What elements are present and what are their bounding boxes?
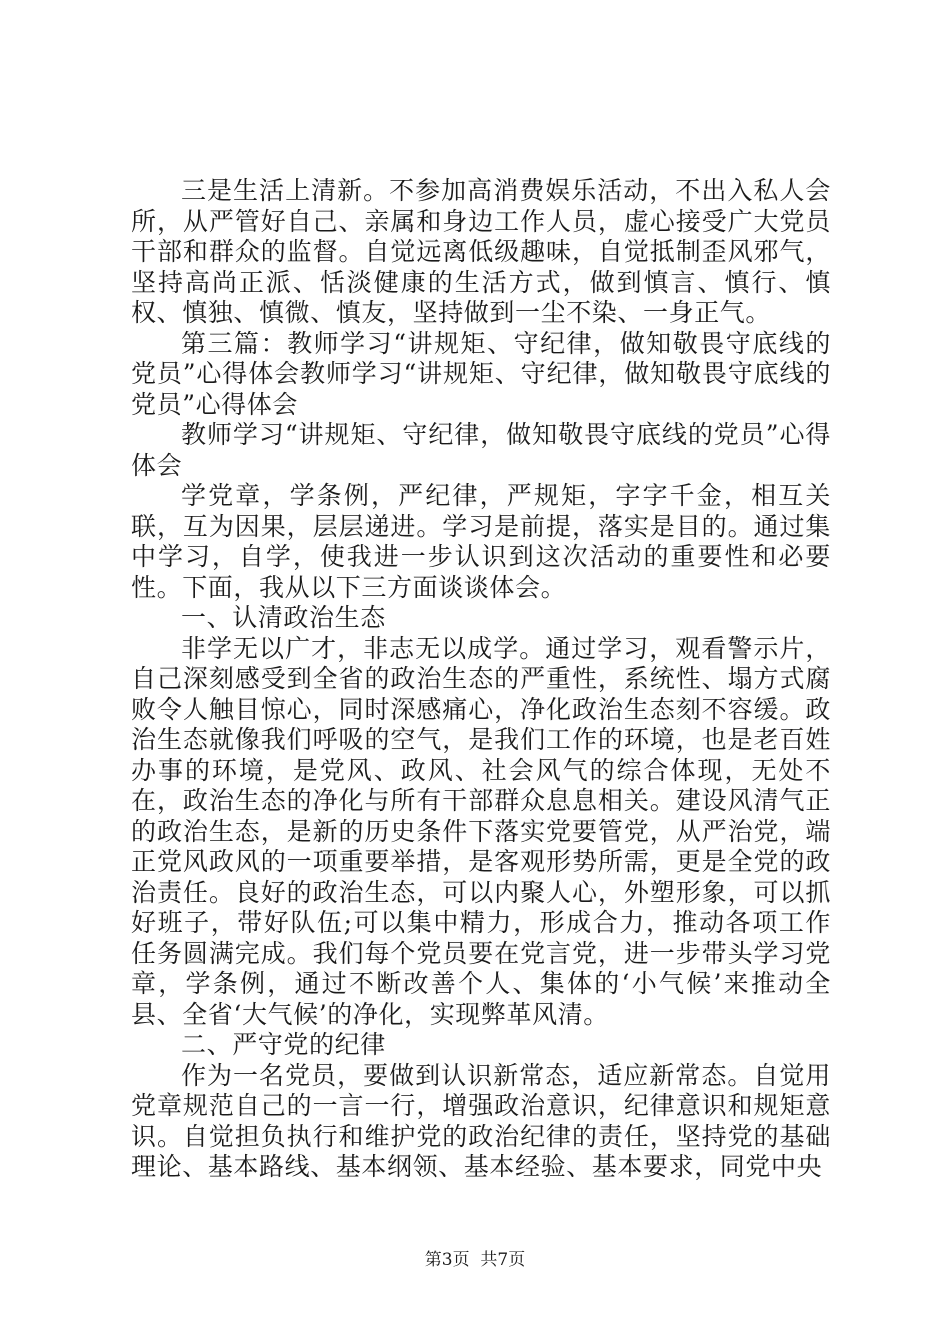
page-number-label: 第3页 共7页 bbox=[424, 1250, 526, 1270]
document-body bbox=[131, 176, 831, 1183]
paragraph-article-title: 教师学习“讲规矩、守纪律，做知敬畏守底线的党员”心得体会 bbox=[131, 420, 831, 480]
paragraph-political-ecology: 非学无以广才，非志无以成学。通过学习，观看警示片，自己深刻感受到全省的政治生态的严重性，系统性、塌方式腐败令人触目惊心，同时深感痛心，净化政治生态刻不容缓。政治生态就像我们呼吸的空气，是我们工作的环境，也是老百姓办事的环境，是党风、政风、社会风气的综合体现，无处不在，政治生态的净化与所有干部群众息息相关。建设风清气正的政治生态，是新的历史条件下落实党要管党，从严治党，端正党风政风的一项重要举措，是客观形势所需，更是全党的政治责任。良好的政治生态，可以内聚人心，外塑形象，可以抓好班子，带好队伍;可以集中精力，形成合力，推动各项工作任务圆满完成。我们每个党员要在党言党，进一步带头学习党章，学条例，通过不断改善个人、集体的‘小气候’来推动全县、全省‘大气候’的净化，实现弊革风清。 bbox=[131, 633, 831, 1029]
heading-political-ecology: 一、认清政治生态 bbox=[181, 603, 386, 632]
paragraph-party-discipline: 作为一名党员，要做到认识新常态，适应新常态。自觉用党章规范自己的一言一行，增强政治意识，纪律意识和规矩意识。自觉担负执行和维护党的政治纪律的责任，坚持党的基础理论、基本路线、基本纲领、基本经验、基本要求，同党中央 bbox=[131, 1060, 831, 1181]
page-footer bbox=[0, 1245, 950, 1270]
paragraph-life-clean: 三是生活上清新。不参加高消费娱乐活动，不出入私人会所，从严管好自己、亲属和身边工作人员，虚心接受广大党员干部和群众的监督。自觉远离低级趣味，自觉抵制歪风邪气，坚持高尚正派、恬淡健康的生活方式，做到慎言、慎行、慎权、慎独、慎微、慎友，坚持做到一尘不染、一身正气。 bbox=[131, 176, 831, 327]
paragraph-section-three-title: 第三篇：教师学习“讲规矩、守纪律，做知敬畏守底线的党员”心得体会教师学习“讲规矩、守纪律，做知敬畏守底线的党员”心得体会 bbox=[131, 328, 831, 419]
paragraph-intro: 学党章，学条例，严纪律，严规矩，字字千金，相互关联，互为因果，层层递进。学习是前提，落实是目的。通过集中学习，自学，使我进一步认识到这次活动的重要性和必要性。下面，我从以下三方面谈谈体会。 bbox=[131, 481, 831, 602]
heading-party-discipline: 二、严守党的纪律 bbox=[181, 1030, 386, 1059]
